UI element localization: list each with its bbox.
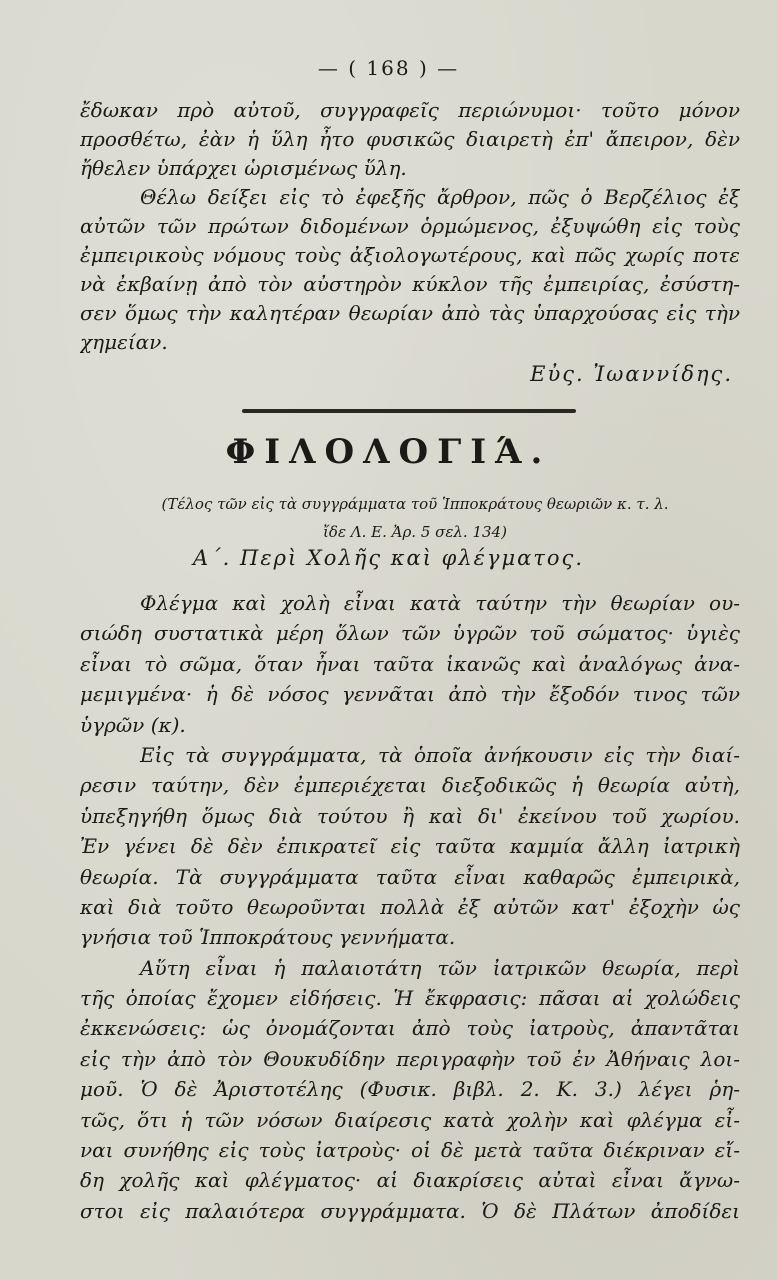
text-line: γνήσια τοῦ Ἱπποκράτους γεννήματα.	[80, 925, 456, 950]
text-line: νὰ ἐκβαίνῃ ἀπὸ τὸν αὐστηρὸν κύκλον τῆς ἐμπειρίας, ἐσύστη-	[80, 272, 740, 296]
text-line: χημείαν.	[80, 330, 168, 354]
text-line: θεωρία. Τὰ συγγράμματα ταῦτα εἶναι καθαρῶς ἐμπειρικὰ,	[80, 864, 740, 889]
text-line: ἤθελεν ὑπάρχει ὡρισμένως ὕλη.	[80, 156, 407, 180]
section-divider	[242, 409, 576, 413]
text-line: ἐκκενώσεις: ὡς ὀνομάζονται ἀπὸ τοὺς ἰατροὺς, ἀπαντᾶται	[80, 1016, 740, 1041]
text-line: τῆς ὁποίας ἔχομεν εἰδήσεις. Ἡ ἔκφρασις: πᾶσαι αἱ χολώδεις	[80, 986, 740, 1011]
text-line: σιώδη συστατικὰ μέρη ὅλων τῶν ὑγρῶν τοῦ σώματος· ὑγιὲς	[80, 621, 740, 646]
text-line: μοῦ. Ὁ δὲ Ἀριστοτέλης (Φυσικ. βιβλ. 2. Κ. 3.) λέγει ῥη-	[80, 1077, 740, 1102]
text-line: ἐμπειρικοὺς νόμους τοὺς ἀξιολογωτέρους, καὶ πῶς χωρίς ποτε	[80, 243, 740, 267]
text-line: προσθέτω, ἐὰν ἡ ὕλη ἦτο φυσικῶς διαιρετὴ ἐπ' ἄπειρον, δὲν	[80, 127, 740, 151]
source-note	[100, 490, 730, 546]
source-note-line: ἴδε Λ. Ε. Ἀρ. 5 σελ. 134)	[323, 523, 507, 541]
section-title: ΦΙΛΟΛΟΓΙΆ.	[225, 432, 552, 472]
body-paragraphs	[80, 588, 740, 1226]
text-line: ὑπεξηγήθη ὅμως διὰ τούτου ἢ καὶ δι' ἐκείνου τοῦ χωρίου.	[80, 803, 740, 828]
subsection-title: Α΄. Περὶ Χολῆς καὶ φλέγματος.	[193, 546, 584, 570]
source-note-line: (Τέλος τῶν εἰς τὰ συγγράμματα τοῦ Ἱπποκράτους θεωριῶν κ. τ. λ.	[161, 495, 669, 513]
text-line: Φλέγμα καὶ χολὴ εἶναι κατὰ ταύτην τὴν θεωρίαν ου-	[140, 591, 740, 615]
text-line: εἶναι τὸ σῶμα, ὅταν ἦναι ταῦτα ἱκανῶς καὶ ἀναλόγως ἀνα-	[80, 651, 740, 676]
text-line: ρεσιν ταύτην, δὲν ἐμπεριέχεται διεξοδικῶς ἡ θεωρία αὐτὴ,	[80, 773, 740, 798]
text-line: Θέλω δείξει εἰς τὸ ἐφεξῆς ἄρθρον, πῶς ὁ Βερζέλιος ἐξ	[140, 185, 740, 209]
author-signature: Εὐς. Ἰωαννίδης.	[530, 362, 733, 386]
text-line: σεν ὅμως τὴν καλητέραν θεωρίαν ἀπὸ τὰς ὑπαρχούσας εἰς τὴν	[80, 301, 740, 325]
text-line: τῶς, ὅτι ἡ τῶν νόσων διαίρεσις κατὰ χολὴν καὶ φλέγμα εἶ-	[80, 1107, 740, 1132]
text-line: εἰς τὴν ἀπὸ τὸν Θουκυδίδην περιγραφὴν τοῦ ἐν Ἀθήναις λοι-	[80, 1046, 740, 1071]
page-number: — ( 168 ) —	[317, 56, 460, 80]
text-line: ἔδωκαν πρὸ αὐτοῦ, συγγραφεῖς περιώνυμοι· τοῦτο μόνον	[80, 98, 740, 122]
text-line: Ἐν γένει δὲ δὲν ἐπικρατεῖ εἰς ταῦτα καμμία ἄλλη ἰατρικὴ	[80, 834, 740, 859]
text-line: στοι εἰς παλαιότερα συγγράμματα. Ὁ δὲ Πλάτων ἀποδίδει	[80, 1198, 740, 1223]
text-line: Εἰς τὰ συγγράμματα, τὰ ὁποῖα ἀνήκουσιν εἰς τὴν διαί-	[140, 742, 740, 767]
text-line: ναι συνήθης εἰς τοὺς ἰατροὺς· οἱ δὲ μετὰ ταῦτα διέκριναν εἴ-	[80, 1138, 740, 1163]
text-line: μεμιγμένα· ἡ δὲ νόσος γεννᾶται ἀπὸ τὴν ἔξοδόν τινος τῶν	[80, 682, 740, 707]
intro-paragraphs	[80, 96, 740, 357]
text-line: δη χολῆς καὶ φλέγματος· αἱ διακρίσεις αὐταὶ εἶναι ἄγνω-	[80, 1168, 740, 1193]
text-line: Αὕτη εἶναι ἡ παλαιοτάτη τῶν ἰατρικῶν θεωρία, περὶ	[140, 955, 740, 980]
text-line: καὶ διὰ τοῦτο θεωροῦνται πολλὰ ἐξ αὐτῶν κατ' ἐξοχὴν ὡς	[80, 894, 740, 919]
text-line: αὐτῶν τῶν πρώτων διδομένων ὁρμώμενος, ἐξυψώθη εἰς τοὺς	[80, 214, 740, 238]
text-line: ὑγρῶν (κ).	[80, 712, 186, 737]
